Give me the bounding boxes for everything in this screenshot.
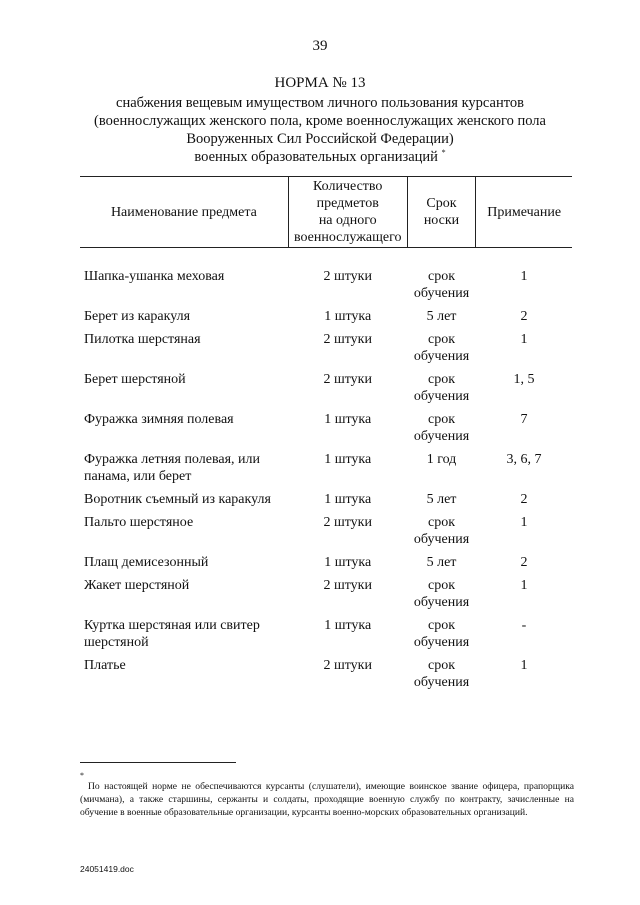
item-term: срок обучения <box>413 412 470 444</box>
header-note: Примечание <box>476 177 572 248</box>
item-note: 1, 5 <box>513 372 535 387</box>
spacer-cell <box>80 248 572 269</box>
item-term: 1 год <box>426 452 457 467</box>
table-row <box>80 331 572 371</box>
item-note: 3, 6, 7 <box>506 452 542 467</box>
item-name: Фуражка зимняя полевая <box>84 412 234 427</box>
footnote-mark: * <box>80 771 84 780</box>
item-note: 1 <box>520 515 528 530</box>
table-row <box>80 514 572 554</box>
item-quantity: 2 штуки <box>323 332 372 347</box>
norm-title <box>60 74 580 166</box>
item-quantity: 1 штука <box>324 555 372 570</box>
header-wear-term <box>407 177 476 248</box>
item-name: Плащ демисезонный <box>84 555 209 570</box>
header-item-name: Наименование предмета <box>80 177 288 248</box>
table-row <box>80 657 572 697</box>
table-row <box>80 491 572 514</box>
item-quantity: 1 штука <box>324 452 372 467</box>
item-term: срок обучения <box>413 618 470 650</box>
item-name: Берет шерстяной <box>84 372 186 387</box>
item-quantity: 2 штуки <box>323 372 372 387</box>
footnote-separator <box>80 762 236 763</box>
item-quantity: 2 штуки <box>323 515 372 530</box>
item-quantity: 1 штука <box>324 309 372 324</box>
item-note: 2 <box>520 555 528 570</box>
table-spacer <box>80 248 572 269</box>
item-term: срок обучения <box>413 515 470 547</box>
item-quantity: 2 штуки <box>323 578 372 593</box>
item-name: Фуражка летняя полевая, или панама, или берет <box>84 452 260 484</box>
item-note: 1 <box>520 269 528 284</box>
table-header-row <box>80 177 572 248</box>
norm-subtitle-line-4 <box>60 148 580 166</box>
table-row <box>80 371 572 411</box>
item-note: 2 <box>520 309 528 324</box>
table-row <box>80 554 572 577</box>
item-quantity: 1 штука <box>324 492 372 507</box>
header-quantity <box>288 177 407 248</box>
item-name: Жакет шерстяной <box>84 578 190 593</box>
item-name: Платье <box>84 658 126 673</box>
header-quantity-line: предметов <box>316 196 379 211</box>
item-term: срок обучения <box>413 332 470 364</box>
table-row <box>80 268 572 308</box>
item-name: Пальто шерстяное <box>84 515 194 530</box>
norm-table <box>80 176 572 697</box>
item-name: Берет из каракуля <box>84 309 191 324</box>
item-quantity: 1 штука <box>324 412 372 427</box>
header-quantity-line: Количество <box>313 179 383 194</box>
item-term: 5 лет <box>426 555 457 570</box>
table-row <box>80 451 572 491</box>
norm-subtitle-line-1: снабжения вещевым имуществом личного пользования курсантов <box>116 95 524 111</box>
item-note: - <box>521 618 527 633</box>
page-number: 39 <box>312 38 328 54</box>
item-term: 5 лет <box>426 309 457 324</box>
item-note: 1 <box>520 658 528 673</box>
norm-heading: НОРМА № 13 <box>274 75 366 91</box>
footnote-text: По настоящей норме не обеспечиваются курсанты (слушатели), имеющие воинское звание офицера, прапорщика (мичмана), а также старшины, сержанты и солдаты, проходящие военную службу по контракту, зачисленные на обучение в военные образовательные организации, курсанты военно-морских образовательных организаций. <box>80 781 574 818</box>
document-filename: 24051419.doc <box>80 864 134 874</box>
item-term: срок обучения <box>413 372 470 404</box>
item-name: Пилотка шерстяная <box>84 332 201 347</box>
norm-subtitle-text: военных образовательных организаций <box>194 149 438 165</box>
header-quantity-line: на одного <box>318 213 377 228</box>
item-name: Воротник съемный из каракуля <box>84 492 271 507</box>
table-row <box>80 411 572 451</box>
footnote-reference-mark: * <box>441 148 446 157</box>
item-term: срок обучения <box>413 658 470 690</box>
header-term-line: Срок <box>426 196 457 211</box>
item-note: 2 <box>520 492 528 507</box>
header-term-line: носки <box>423 213 460 228</box>
footnote <box>80 772 574 819</box>
norm-subtitle-line-2: (военнослужащих женского пола, кроме военнослужащих женского пола <box>94 113 546 129</box>
item-term: срок обучения <box>413 269 470 301</box>
norm-subtitle-line-3: Вооруженных Сил Российской Федерации) <box>186 131 454 147</box>
header-quantity-line: военнослужащего <box>293 230 402 245</box>
table-row <box>80 577 572 617</box>
item-term: 5 лет <box>426 492 457 507</box>
table-row <box>80 617 572 657</box>
item-note: 7 <box>520 412 528 427</box>
table-row <box>80 308 572 331</box>
item-name: Куртка шерстяная или свитер шерстяной <box>84 618 260 650</box>
item-quantity: 1 штука <box>324 618 372 633</box>
item-quantity: 2 штуки <box>323 269 372 284</box>
item-quantity: 2 штуки <box>323 658 372 673</box>
item-term: срок обучения <box>413 578 470 610</box>
item-note: 1 <box>520 578 528 593</box>
item-name: Шапка-ушанка меховая <box>84 269 225 284</box>
item-note: 1 <box>520 332 528 347</box>
